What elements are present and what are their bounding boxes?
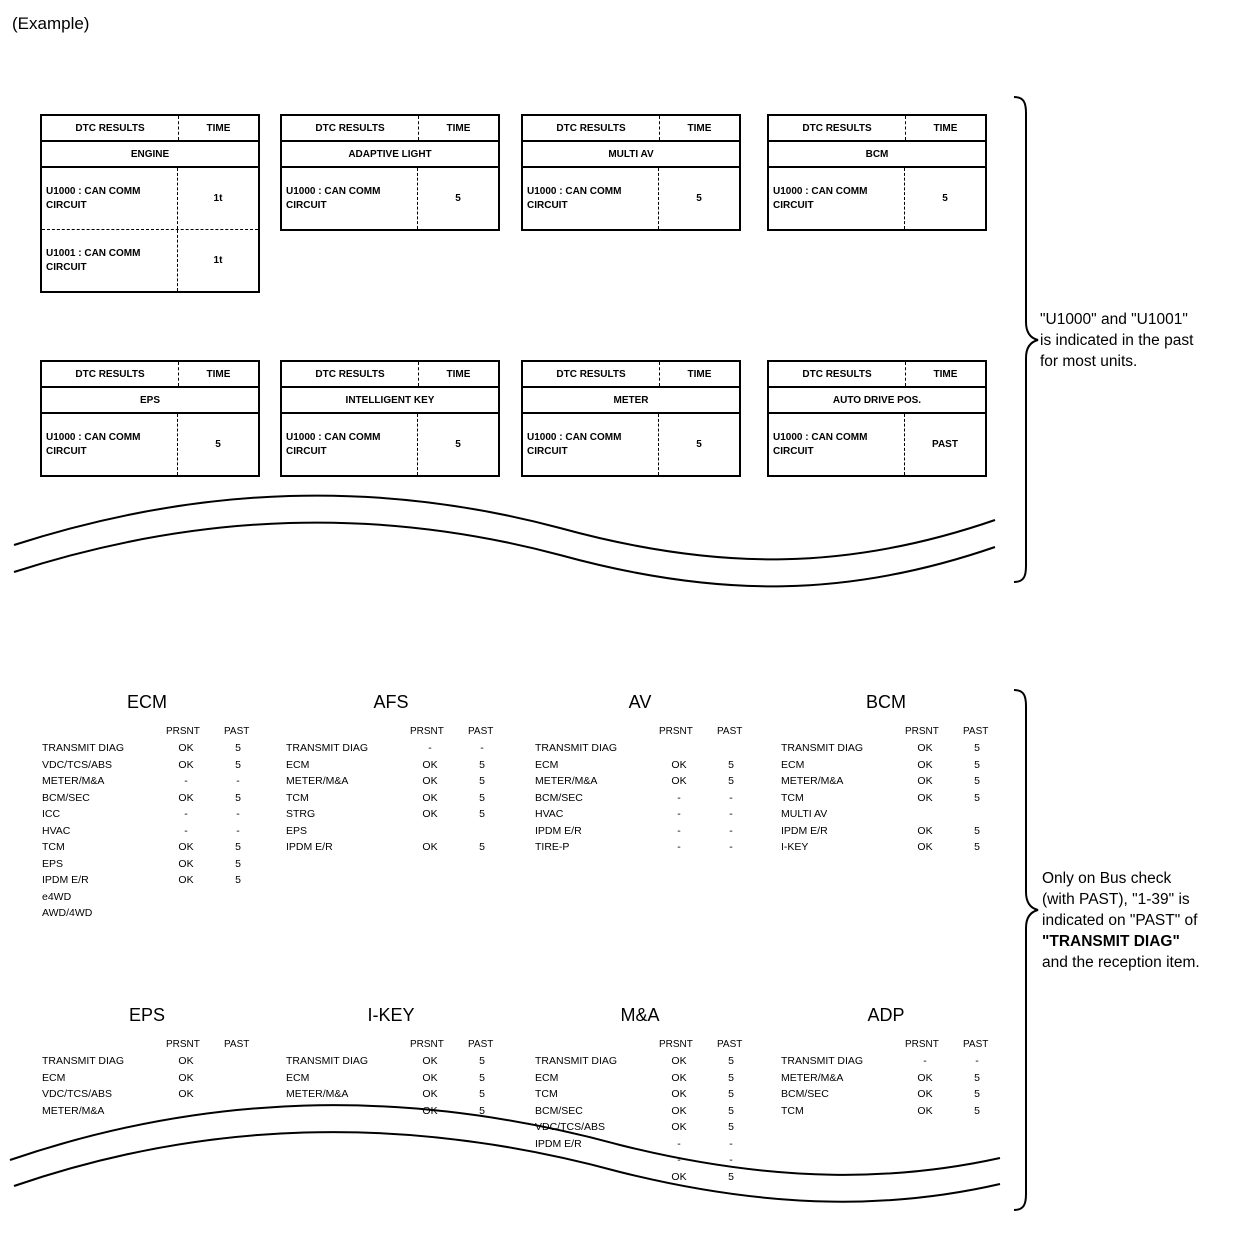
- prsnt-value: OK: [422, 841, 438, 853]
- prsnt-value: -: [923, 1055, 927, 1067]
- dtc-time: 5: [696, 439, 702, 450]
- past-value: 5: [479, 841, 485, 853]
- prsnt-value: OK: [178, 791, 194, 804]
- note-bottom-line: and the reception item.: [1042, 954, 1200, 971]
- dtc-time: 5: [215, 439, 221, 450]
- prsnt-value: -: [677, 1137, 681, 1150]
- time-header: TIME: [206, 368, 231, 380]
- unit-name: BCM: [769, 142, 985, 168]
- past-value: 5: [479, 1055, 485, 1067]
- bus-item: ECM: [286, 758, 310, 771]
- bus-item: IPDM E/R: [781, 824, 828, 837]
- bus-item: VDC/TCS/ABS: [42, 1088, 113, 1100]
- prsnt-value: OK: [917, 742, 933, 754]
- past-value: 5: [235, 857, 241, 870]
- past-value: 5: [479, 1088, 485, 1100]
- past-value: 5: [974, 775, 980, 787]
- bus-item: IPDM E/R: [535, 1137, 582, 1150]
- unit-name: INTELLIGENT KEY: [282, 388, 498, 414]
- prsnt-value: -: [677, 1154, 681, 1166]
- past-header: PAST: [717, 1039, 743, 1050]
- prsnt-header: PRSNT: [410, 1039, 444, 1050]
- past-value: 5: [974, 824, 980, 837]
- bus-table-title: BCM: [866, 692, 906, 712]
- bus-item: METER/M&A: [42, 1104, 105, 1117]
- bus-item: BCM/SEC: [535, 1104, 583, 1117]
- past-value: 5: [479, 808, 485, 820]
- unit-name: METER: [523, 388, 739, 414]
- bus-table-title: M&A: [620, 1005, 660, 1025]
- bus-item: HVAC: [42, 824, 71, 837]
- prsnt-value: -: [677, 808, 681, 820]
- prsnt-value: OK: [917, 824, 933, 837]
- past-value: 5: [974, 841, 980, 853]
- prsnt-value: OK: [422, 808, 438, 820]
- bus-item: METER/M&A: [286, 1088, 349, 1100]
- bus-item: BCM/SEC: [781, 1088, 829, 1100]
- unit-name: MULTI AV: [523, 142, 739, 168]
- prsnt-value: OK: [178, 758, 194, 771]
- dtc-code: U1000 : CAN COMM CIRCUIT: [42, 414, 178, 475]
- prsnt-value: OK: [178, 742, 194, 754]
- bus-item: METER/M&A: [781, 775, 844, 787]
- unit-name: ADAPTIVE LIGHT: [282, 142, 498, 168]
- past-value: -: [729, 1154, 733, 1166]
- prsnt-value: OK: [671, 1170, 687, 1183]
- past-value: -: [975, 1055, 979, 1067]
- bus-item: TCM: [42, 841, 65, 853]
- dtc-results-header: DTC RESULTS: [282, 116, 419, 140]
- prsnt-value: -: [184, 775, 188, 787]
- past-value: -: [236, 824, 240, 837]
- dtc-results-header: DTC RESULTS: [523, 116, 660, 140]
- bus-item: EPS: [42, 857, 64, 870]
- past-value: -: [236, 775, 240, 787]
- time-header: TIME: [206, 122, 231, 134]
- prsnt-value: -: [677, 824, 681, 837]
- bus-item: STRG: [286, 808, 316, 820]
- time-header: TIME: [933, 368, 958, 380]
- bus-item: TCM: [781, 791, 804, 804]
- prsnt-header: PRSNT: [410, 726, 444, 737]
- bus-item: BCM/SEC: [42, 791, 90, 804]
- dtc-time: 5: [696, 193, 702, 204]
- past-value: 5: [974, 1071, 980, 1084]
- wave-break-top-upper: [14, 496, 995, 560]
- past-value: -: [729, 808, 733, 820]
- past-value: 5: [479, 791, 485, 804]
- bus-item: ECM: [781, 758, 805, 771]
- bus-table-title: ECM: [127, 692, 167, 712]
- past-value: 5: [974, 758, 980, 771]
- prsnt-value: OK: [422, 775, 438, 787]
- bus-item: TRANSMIT DIAG: [42, 1055, 125, 1067]
- prsnt-value: -: [184, 808, 188, 820]
- bus-item: ECM: [535, 1071, 559, 1084]
- past-value: -: [729, 1137, 733, 1150]
- prsnt-value: OK: [671, 1071, 687, 1084]
- past-value: 5: [235, 791, 241, 804]
- dtc-results-header: DTC RESULTS: [769, 362, 906, 386]
- dtc-results-header: DTC RESULTS: [769, 116, 906, 140]
- bus-item: AWD/4WD: [42, 907, 93, 919]
- bus-item: TCM: [286, 791, 309, 804]
- dtc-code: U1001 : CAN COMM CIRCUIT: [42, 230, 178, 291]
- past-value: 5: [728, 1104, 734, 1117]
- dtc-code: U1000 : CAN COMM CIRCUIT: [282, 414, 418, 475]
- past-header: PAST: [224, 726, 250, 737]
- brace-top: [1014, 97, 1038, 582]
- bus-item: VDC/TCS/ABS: [42, 758, 113, 771]
- prsnt-value: OK: [671, 1104, 687, 1117]
- bus-table-title: ADP: [867, 1005, 905, 1025]
- past-value: 5: [479, 1104, 485, 1117]
- prsnt-header: PRSNT: [659, 726, 693, 737]
- bus-item: TRANSMIT DIAG: [286, 1055, 369, 1067]
- past-header: PAST: [963, 726, 989, 737]
- bus-item: I-KEY: [781, 841, 809, 853]
- wave-break-bottom-upper: [10, 1105, 1000, 1175]
- past-value: -: [480, 742, 484, 754]
- dtc-code: U1000 : CAN COMM CIRCUIT: [523, 168, 659, 229]
- prsnt-value: OK: [917, 775, 933, 787]
- bus-item: METER/M&A: [286, 775, 349, 787]
- bus-item: TRANSMIT DIAG: [781, 1055, 864, 1067]
- prsnt-value: OK: [917, 841, 933, 853]
- note-bottom-line: indicated on "PAST" of: [1042, 912, 1198, 929]
- past-value: -: [729, 791, 733, 804]
- prsnt-value: OK: [671, 1121, 687, 1133]
- past-value: 5: [728, 1121, 734, 1133]
- prsnt-value: OK: [178, 874, 194, 886]
- example-caption: (Example): [12, 14, 90, 33]
- bus-item: METER/M&A: [42, 775, 105, 787]
- prsnt-value: OK: [917, 1071, 933, 1084]
- bus-table-title: AFS: [373, 692, 409, 712]
- bus-item: METER/M&A: [781, 1071, 844, 1084]
- prsnt-value: OK: [422, 1055, 438, 1067]
- bus-table-title: I-KEY: [367, 1005, 415, 1025]
- prsnt-header: PRSNT: [166, 726, 200, 737]
- bus-item: TRANSMIT DIAG: [42, 742, 125, 754]
- prsnt-value: OK: [917, 1104, 933, 1117]
- past-value: 5: [974, 791, 980, 804]
- past-header: PAST: [468, 726, 494, 737]
- note-bottom-line: (with PAST), "1-39" is: [1042, 891, 1190, 908]
- dtc-code: U1000 : CAN COMM CIRCUIT: [523, 414, 659, 475]
- note-top-line: "U1000" and "U1001": [1040, 311, 1188, 328]
- prsnt-header: PRSNT: [166, 1039, 200, 1050]
- bus-item: e4WD: [42, 890, 72, 903]
- bus-item: EPS: [286, 824, 308, 837]
- prsnt-value: OK: [917, 758, 933, 771]
- prsnt-value: -: [677, 791, 681, 804]
- dtc-results-header: DTC RESULTS: [523, 362, 660, 386]
- prsnt-header: PRSNT: [905, 1039, 939, 1050]
- prsnt-value: OK: [178, 1088, 194, 1100]
- bus-table-title: AV: [628, 692, 652, 712]
- bus-item: IPDM E/R: [42, 874, 89, 886]
- prsnt-value: OK: [422, 1088, 438, 1100]
- past-value: 5: [728, 758, 734, 771]
- dtc-results-header: DTC RESULTS: [42, 116, 179, 140]
- dtc-results-header: DTC RESULTS: [42, 362, 179, 386]
- bus-item: TRANSMIT DIAG: [535, 1055, 618, 1067]
- past-value: -: [729, 841, 733, 853]
- dtc-code: U1000 : CAN COMM CIRCUIT: [769, 414, 905, 475]
- past-value: 5: [235, 758, 241, 771]
- dtc-time: PAST: [932, 439, 958, 450]
- bus-item: TRANSMIT DIAG: [781, 742, 864, 754]
- prsnt-value: -: [428, 742, 432, 754]
- past-value: 5: [974, 742, 980, 754]
- bus-item: HVAC: [535, 808, 564, 820]
- past-value: 5: [479, 775, 485, 787]
- past-value: 5: [728, 1088, 734, 1100]
- dtc-code: U1000 : CAN COMM CIRCUIT: [42, 168, 178, 229]
- past-value: 5: [728, 1170, 734, 1183]
- past-value: -: [236, 808, 240, 820]
- prsnt-value: OK: [422, 758, 438, 771]
- dtc-results-header: DTC RESULTS: [282, 362, 419, 386]
- bus-item: BCM/SEC: [535, 791, 583, 804]
- note-top-line: is indicated in the past: [1040, 332, 1194, 349]
- prsnt-value: OK: [917, 791, 933, 804]
- prsnt-value: OK: [178, 1055, 194, 1067]
- past-header: PAST: [468, 1039, 494, 1050]
- time-header: TIME: [933, 122, 958, 134]
- bus-item: ECM: [42, 1071, 66, 1084]
- time-header: TIME: [687, 122, 712, 134]
- prsnt-value: -: [677, 841, 681, 853]
- prsnt-value: OK: [178, 1071, 194, 1084]
- prsnt-value: -: [184, 824, 188, 837]
- dtc-time: 5: [455, 193, 461, 204]
- past-value: 5: [235, 742, 241, 754]
- prsnt-value: OK: [178, 857, 194, 870]
- bus-item: TCM: [781, 1104, 804, 1117]
- prsnt-value: OK: [422, 1071, 438, 1084]
- past-header: PAST: [717, 726, 743, 737]
- time-header: TIME: [687, 368, 712, 380]
- prsnt-value: OK: [671, 775, 687, 787]
- unit-name: EPS: [42, 388, 258, 414]
- bus-item: VDC/TCS/ABS: [535, 1121, 606, 1133]
- past-value: -: [729, 824, 733, 837]
- bus-item: ECM: [286, 1071, 310, 1084]
- unit-name: ENGINE: [42, 142, 258, 168]
- bus-item: MULTI AV: [781, 808, 828, 820]
- past-value: 5: [479, 758, 485, 771]
- bus-item: TRANSMIT DIAG: [286, 742, 369, 754]
- brace-bottom: [1014, 690, 1038, 1210]
- past-value: 5: [728, 1055, 734, 1067]
- prsnt-value: OK: [422, 791, 438, 804]
- dtc-time: 5: [455, 439, 461, 450]
- past-value: 5: [974, 1104, 980, 1117]
- bus-item: ECM: [535, 758, 559, 771]
- prsnt-value: OK: [671, 1055, 687, 1067]
- note-bottom-line: "TRANSMIT DIAG": [1042, 933, 1180, 950]
- dtc-time: 1t: [213, 255, 223, 266]
- time-header: TIME: [446, 368, 471, 380]
- past-header: PAST: [224, 1039, 250, 1050]
- past-value: 5: [479, 1071, 485, 1084]
- note-bottom-line: Only on Bus check: [1042, 870, 1172, 887]
- prsnt-header: PRSNT: [905, 726, 939, 737]
- bus-table-title: EPS: [128, 1005, 166, 1025]
- unit-name: AUTO DRIVE POS.: [769, 388, 985, 414]
- prsnt-value: OK: [422, 1104, 438, 1117]
- bus-item: IPDM E/R: [286, 841, 333, 853]
- past-value: 5: [728, 775, 734, 787]
- bus-item: IPDM E/R: [535, 824, 582, 837]
- prsnt-value: OK: [671, 1088, 687, 1100]
- bus-item: ICC: [42, 808, 61, 820]
- wave-break-bottom-lower: [14, 1132, 1000, 1202]
- note-top-line: for most units.: [1040, 353, 1138, 370]
- past-value: 5: [974, 1088, 980, 1100]
- time-header: TIME: [446, 122, 471, 134]
- dtc-code: U1000 : CAN COMM CIRCUIT: [282, 168, 418, 229]
- bus-item: TCM: [535, 1088, 558, 1100]
- prsnt-value: OK: [917, 1088, 933, 1100]
- bus-item: TRANSMIT DIAG: [535, 742, 618, 754]
- bus-item: METER/M&A: [535, 775, 598, 787]
- prsnt-value: OK: [671, 758, 687, 771]
- prsnt-value: OK: [178, 841, 194, 853]
- past-value: 5: [235, 874, 241, 886]
- past-value: 5: [728, 1071, 734, 1084]
- past-value: 5: [235, 841, 241, 853]
- bus-item: TIRE-P: [535, 841, 570, 853]
- prsnt-header: PRSNT: [659, 1039, 693, 1050]
- dtc-time: 5: [942, 193, 948, 204]
- dtc-time: 1t: [213, 193, 223, 204]
- dtc-code: U1000 : CAN COMM CIRCUIT: [769, 168, 905, 229]
- past-header: PAST: [963, 1039, 989, 1050]
